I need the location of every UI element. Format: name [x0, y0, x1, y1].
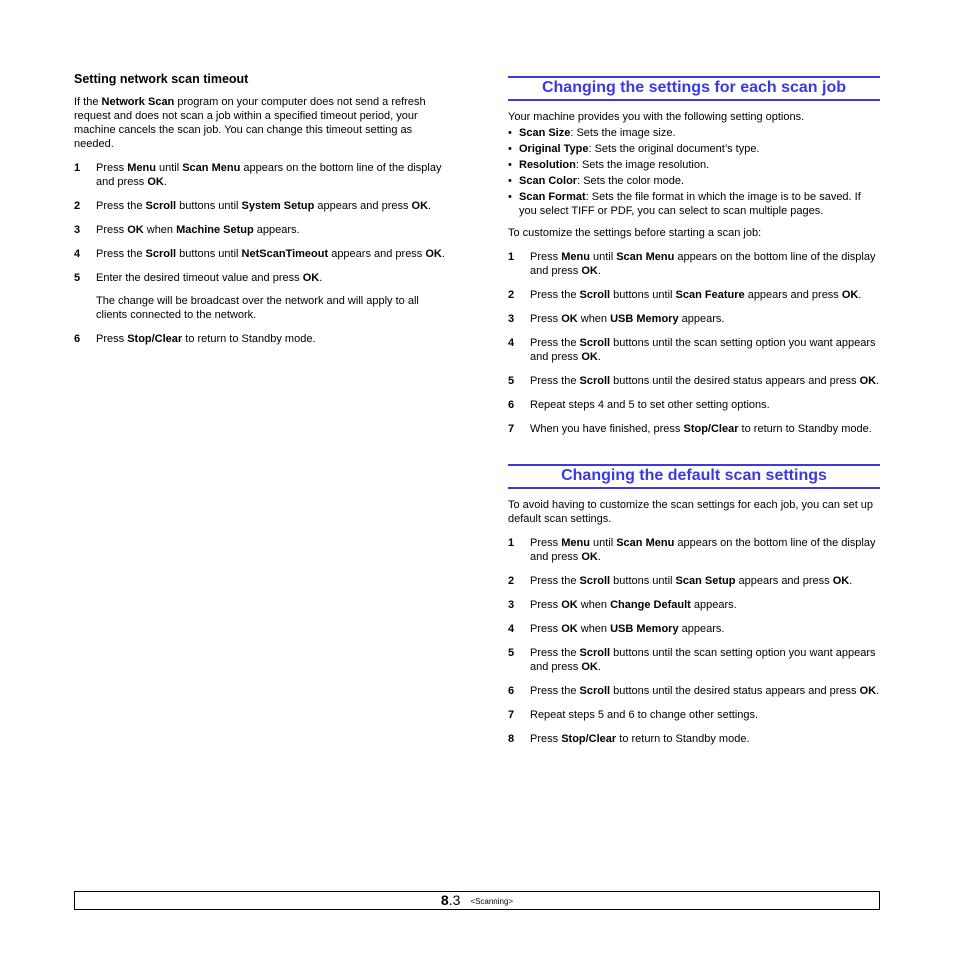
- step-item: [74, 332, 448, 346]
- section-each-scan-job: [508, 76, 880, 436]
- step-item: [74, 161, 448, 189]
- step-text: Press Menu until Scan Menu appears on the bottom line of the display and press OK.: [96, 162, 442, 188]
- step-number: 3: [508, 313, 515, 325]
- bullet-dot-icon: •: [508, 175, 512, 187]
- step-text: Press the Scroll buttons until the scan setting option you want appears and press OK.: [530, 337, 876, 363]
- bullet-item: [508, 126, 880, 140]
- step-number: 3: [74, 224, 81, 236]
- step-item: [508, 536, 880, 564]
- step-text: Press the Scroll buttons until Scan Setup appears and press OK.: [530, 575, 853, 587]
- step-number: 2: [508, 575, 515, 587]
- step-item: [508, 622, 880, 636]
- step-text: Press the Scroll buttons until Scan Feature appears and press OK.: [530, 289, 862, 301]
- bullet-dot-icon: •: [508, 191, 512, 203]
- step-item: [508, 336, 880, 364]
- step-text: Press the Scroll buttons until the desired status appears and press OK.: [530, 685, 880, 697]
- right-column: [508, 76, 880, 746]
- subsection-title: Setting network scan timeout: [74, 72, 249, 86]
- bullet-item: [508, 174, 880, 188]
- step-text: Press Menu until Scan Menu appears on the bottom line of the display and press OK.: [530, 251, 876, 277]
- step-continuation: The change will be broadcast over the network and will apply to all clients connected to the network.: [96, 295, 419, 321]
- step-text: Press OK when USB Memory appears.: [530, 313, 725, 325]
- bullet-dot-icon: •: [508, 159, 512, 171]
- step-number: 7: [508, 423, 515, 435]
- step-item: [74, 271, 448, 285]
- step-text: When you have finished, press Stop/Clear to return to Standby mode.: [530, 423, 872, 435]
- bullet-text: Scan Format: Sets the file format in which the image is to be saved. If you select TIFF or PDF, you can select to scan multiple pages.: [519, 191, 861, 217]
- bullet-text: Resolution: Sets the image resolution.: [519, 159, 710, 171]
- step-number: 4: [74, 248, 81, 260]
- section-heading: Changing the default scan settings: [508, 464, 880, 489]
- step-item: [508, 374, 880, 388]
- step-item: [508, 312, 880, 326]
- step-number: 6: [74, 333, 81, 345]
- step-item: [508, 732, 880, 746]
- step-item: [508, 574, 880, 588]
- step-text: Press OK when Machine Setup appears.: [96, 224, 300, 236]
- step-text: Repeat steps 4 and 5 to set other setting options.: [530, 399, 770, 411]
- step-text: Press OK when Change Default appears.: [530, 599, 737, 611]
- step-text: Press the Scroll buttons until System Setup appears and press OK.: [96, 200, 432, 212]
- step-number: 7: [508, 709, 515, 721]
- step-item: [508, 250, 880, 278]
- page-footer: [74, 891, 880, 910]
- step-item: [508, 708, 880, 722]
- step-text: Press OK when USB Memory appears.: [530, 623, 725, 635]
- section-heading: Changing the settings for each scan job: [508, 76, 880, 101]
- step-number: 5: [508, 375, 515, 387]
- step-number: 8: [508, 733, 515, 745]
- step-item: [74, 247, 448, 261]
- step-text: Press the Scroll buttons until the scan setting option you want appears and press OK.: [530, 647, 876, 673]
- step-number: 6: [508, 399, 515, 411]
- intro-paragraph: If the Network Scan program on your computer does not send a refresh request and does not scan a job within a specified timeout period, your machine cancels the scan job. You can change this timeout setting as needed.: [74, 96, 426, 150]
- bullet-dot-icon: •: [508, 127, 512, 139]
- step-number: 5: [74, 272, 81, 284]
- bullet-text: Scan Size: Sets the image size.: [519, 127, 676, 139]
- step-list: [74, 161, 448, 346]
- step-item: [74, 199, 448, 213]
- step-number: 1: [508, 537, 515, 549]
- page-number-minor: .3: [448, 892, 461, 908]
- section-default-scan-settings: [508, 464, 880, 746]
- step-list: [508, 536, 880, 746]
- step-number: 1: [508, 251, 515, 263]
- option-bullet-list: [508, 126, 880, 218]
- section-lead: To customize the settings before starting a scan job:: [508, 227, 762, 239]
- step-item: [508, 398, 880, 412]
- bullet-text: Scan Color: Sets the color mode.: [519, 175, 685, 187]
- step-number: 4: [508, 337, 515, 349]
- step-list: [508, 250, 880, 436]
- step-item: [508, 422, 880, 436]
- step-number: 2: [74, 200, 81, 212]
- step-text: Press Menu until Scan Menu appears on the bottom line of the display and press OK.: [530, 537, 876, 563]
- step-text: Enter the desired timeout value and press OK.: [96, 272, 323, 284]
- step-text: Repeat steps 5 and 6 to change other settings.: [530, 709, 759, 721]
- step-number: 5: [508, 647, 515, 659]
- step-number: 6: [508, 685, 515, 697]
- step-text: Press the Scroll buttons until NetScanTimeout appears and press OK.: [96, 248, 445, 260]
- step-item: [508, 598, 880, 612]
- step-number: 2: [508, 289, 515, 301]
- bullet-dot-icon: •: [508, 143, 512, 155]
- step-item: [508, 646, 880, 674]
- step-number: 3: [508, 599, 515, 611]
- chapter-label: <Scanning>: [470, 897, 514, 906]
- section-intro: To avoid having to customize the scan settings for each job, you can set up default scan settings.: [508, 499, 874, 525]
- bullet-item: [508, 142, 880, 156]
- step-number: 1: [74, 162, 81, 174]
- step-text: Press Stop/Clear to return to Standby mode.: [96, 333, 316, 345]
- step-item: [508, 288, 880, 302]
- step-item: [508, 684, 880, 698]
- section-intro: Your machine provides you with the following setting options.: [508, 111, 805, 123]
- left-column: [74, 72, 448, 346]
- page-number-major: 8: [440, 892, 449, 908]
- bullet-item: [508, 190, 880, 218]
- step-text: Press the Scroll buttons until the desired status appears and press OK.: [530, 375, 880, 387]
- bullet-item: [508, 158, 880, 172]
- step-text: Press Stop/Clear to return to Standby mode.: [530, 733, 750, 745]
- step-number: 4: [508, 623, 515, 635]
- bullet-text: Original Type: Sets the original document’s type.: [519, 143, 760, 155]
- step-item: [74, 223, 448, 237]
